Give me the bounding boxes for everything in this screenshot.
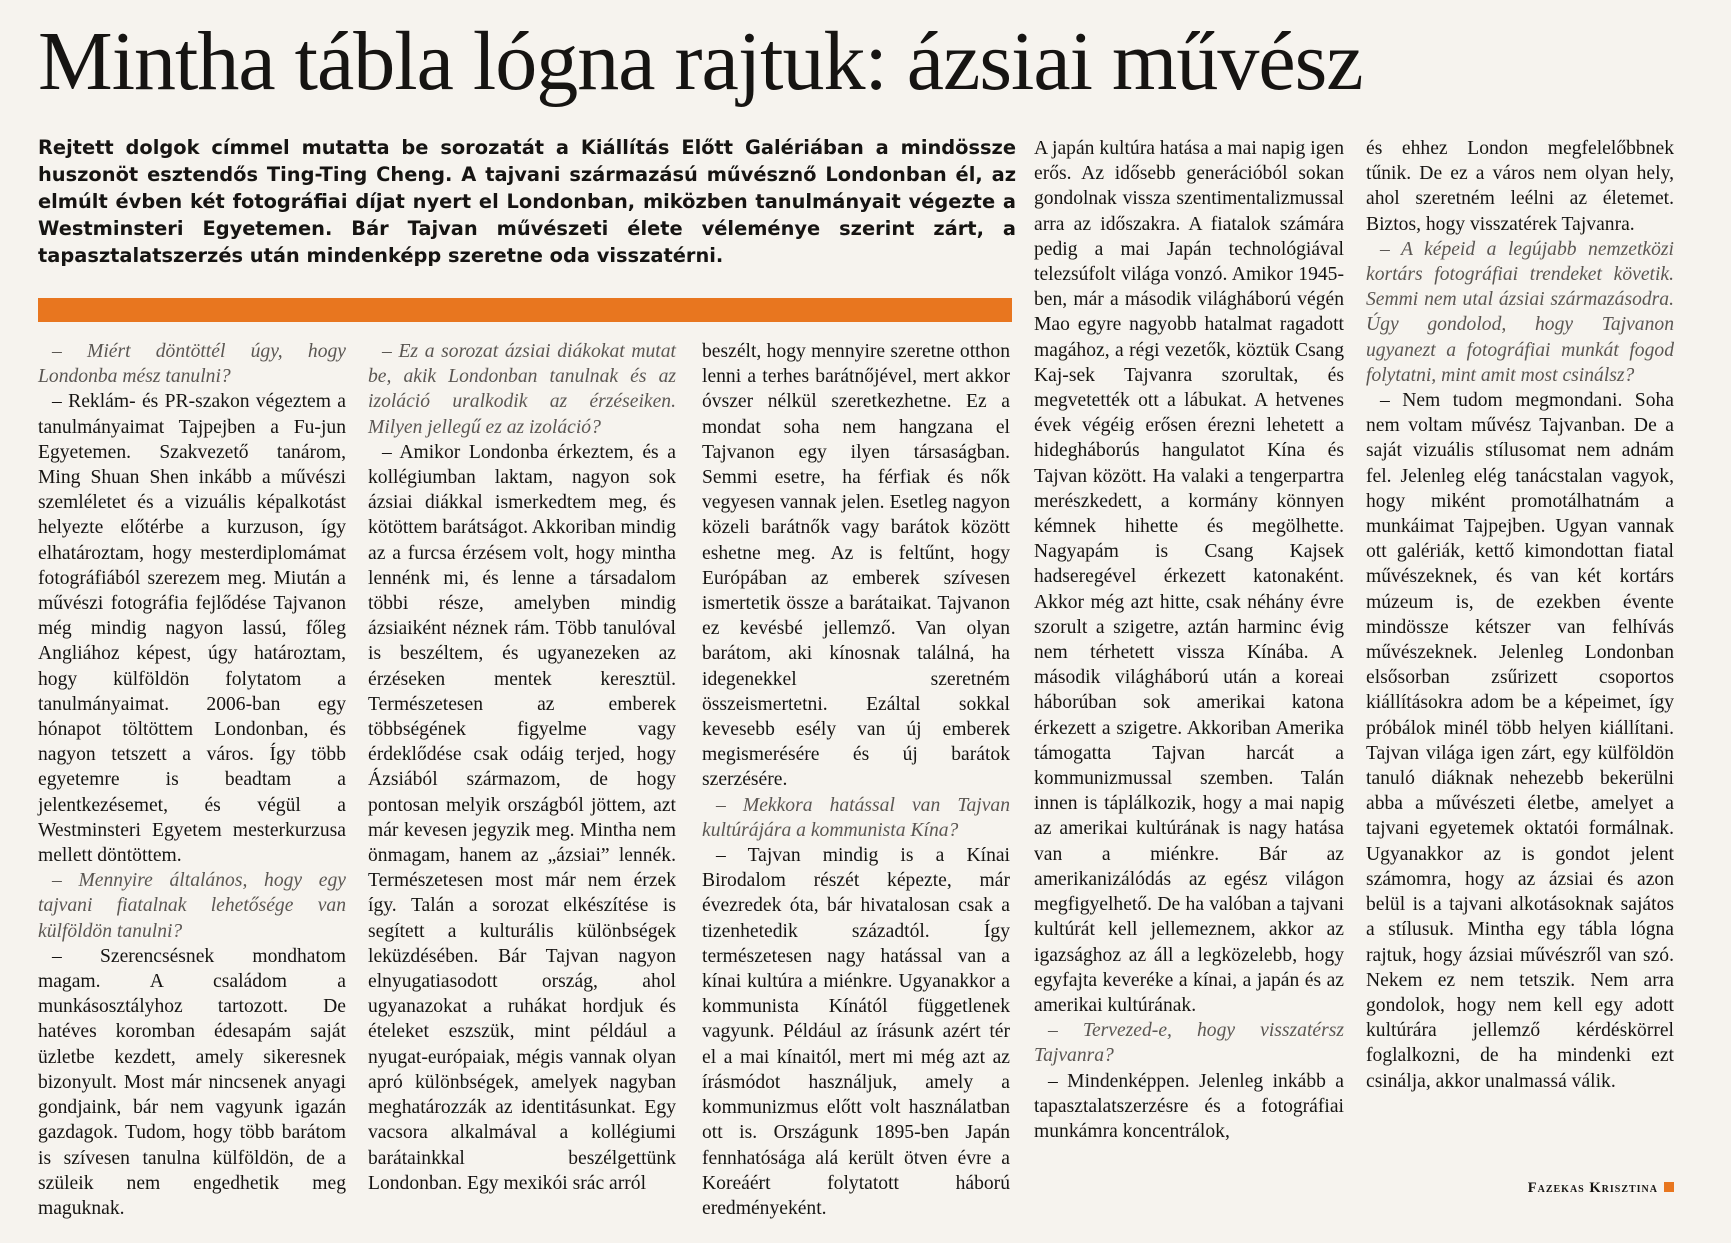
interview-answer: – Mindenképpen. Jelenleg inkább a tapasztalatszerzésre és a fotográfiai munkámra koncentrálok, [1034, 1070, 1344, 1142]
interview-answer: beszélt, hogy mennyire szeretne otthon lenni a terhes barátnőjével, mert akkor óvszer nélkül szeretkezhetne. Ez a mondat soha nem hangzana el Tajvanon egy ilyen társaságban. Semmi esetre, ha férfiak és nők vegyesen vannak jelen. Esetleg nagyon közeli barátnők vagy barátok között eshetne meg. Az is feltűnt, hogy Európában az emberek szívesen ismertetik össze a barátaikat. Tajvanon ez kevésbé jellemző. Van olyan barátom, aki kínosnak találná, ha idegenekkel szeretném összeismertetni. Ezáltal sokkal kevesebb esély van új emberek megismerésére és új barátok szerzésére. [702, 341, 1010, 791]
end-mark-square [1664, 1182, 1674, 1192]
interview-answer: és ehhez London megfelelőbbnek tűnik. De ez a város nem olyan hely, ahol szeretném leélni az életemet. Biztos, hogy visszatérek Tajvanra. [1366, 138, 1674, 235]
author-name: Fazekas Krisztina [1527, 1180, 1658, 1196]
interview-answer: – Szerencsésnek mondhatom magam. A családom a munkásosztályhoz tartozott. De hatéves koromban édesapám saját üzletbe kezdett, amely sikeresnek bizonyult. Most már nincsenek anyagi gondjaink, bár nem vagyunk igazán gazdagok. Tudom, hogy több barátom is szívesen tanulna külföldön, de a szüleik nem engedhetik meg maguknak. [38, 945, 346, 1219]
interview-question: – Tervezed-e, hogy visszatérsz Tajvanra? [1034, 1020, 1344, 1067]
interview-question: – Miért döntöttél úgy, hogy Londonba mész tanulni? [38, 341, 346, 388]
author-byline [1366, 1180, 1674, 1197]
text-column-4 [1034, 136, 1344, 1144]
interview-question: – Mekkora hatással van Tajvan kultúrájára a kommunista Kína? [702, 794, 1010, 841]
text-column-1 [38, 339, 346, 1221]
text-column-5 [1366, 136, 1674, 1094]
article-headline: Mintha tábla lógna rajtuk: ázsiai művész [38, 15, 1363, 108]
interview-question: – A képeid a legújabb nemzetközi kortárs fotográfiai trendeket követik. Semmi nem utal ázsiai származásodra. Úgy gondolod, hogy Tajvanon ugyanezt a fotográfiai munkát fogod folytatni, mint amit most csinálsz? [1366, 238, 1674, 386]
interview-answer: – Reklám- és PR-szakon végeztem a tanulmányaimat Tajpejben a Fu-jun Egyetemen. Szakvezető tanárom, Ming Shuan Shen inkább a művészi szemléletet és a vizuális képalkotást helyezte előtérbe a kurzuson, így elhatároztam, hogy mesterdiplomámat fotográfiából szerezem meg. Miután a művészi fotográfia fejlődése Tajvanon még mindig nagyon lassú, főleg Angliához képest, úgy határoztam, hogy külföldön folytatom a tanulmányaimat. 2006-ban egy hónapot töltöttem Londonban, és nagyon tetszett a város. Így több egyetemre is beadtam a jelentkezésemet, és végül a Westminsteri Egyetem mesterkurzusa mellett döntöttem. [38, 391, 346, 867]
article-lead: Rejtett dolgok címmel mutatta be sorozatát a Kiállítás Előtt Galériában a mindössze huszonöt esztendős Ting-Ting Cheng. A tajvani származású művésznő Londonban él, az elmúlt évben két fotográfiai díjat nyert el Londonban, miközben tanulmányait végezte a Westminsteri Egyetemen. Bár Tajvan művészeti élete véleménye szerint zárt, a tapasztalatszerzés után mindenképp szeretne oda visszatérni. [38, 136, 1016, 267]
interview-answer: – Nem tudom megmondani. Soha nem voltam művész Tajvanban. De a saját vizuális stílusomat nem adnám fel. Jelenleg elég tanácstalan vagyok, hogy miként promotálhatnám a munkáimat Tajpejben. Ugyan vannak ott galériák, kettő kimondottan fiatal művészeknek, és van két kortárs múzeum is, de ezekben évente mindössze kétszer van felhívás művészeknek. Jelenleg Londonban elsősorban zsűrizett csoportos kiállításokra adom be a képeimet, így próbálok minél több helyen kiállítani. Tajvan világa igen zárt, egy külföldön tanuló diáknak nehezebb bekerülni abba a művészeti életbe, amelyet a tajvani egyetemek oktatói formálnak. Ugyanakkor az is gondot jelent számomra, hogy az ázsiai és azon belül is a tajvani alkotásoknak sajátos a stílusuk. Mintha egy tábla lógna rajtuk, hogy ázsiai művészről van szó. Nekem ez nem tetszik. Nem arra gondolok, hogy nem kell egy adott kultúrára jellemző kérdéskörrel foglalkozni, de ha mindenki ezt csinálja, akkor unalmassá válik. [1366, 390, 1674, 1092]
interview-answer: – Tajvan mindig is a Kínai Birodalom részét képezte, már évezredek óta, bár hivatalosan csak a tizenhetedik századtól. Így természetesen nagy hatással van a kínai kultúra a miénkre. Ugyanakkor a kommunista Kínától függetlenek vagyunk. Például az írásunk azért tér el a mai kínaitól, mert mi még azt az írásmódot használjuk, amely a kommunizmus előtt volt használatban ott is. Országunk 1895-ben Japán fennhatósága alá került ötven évre a Koreáért folytatott háború eredményeként. [702, 845, 1010, 1219]
interview-question: – Ez a sorozat ázsiai diákokat mutat be, akik Londonban tanulnak és az izoláció uralkodik az érzéseiken. Milyen jellegű ez az izoláció? [368, 341, 676, 438]
interview-question: – Mennyire általános, hogy egy tajvani fiatalnak lehetősége van külföldön tanulni? [38, 870, 346, 942]
text-column-3 [702, 339, 1010, 1221]
interview-answer: A japán kultúra hatása a mai napig igen erős. Az idősebb generációból sokan gondolnak vissza szentimentalizmussal arra az időszakra. A fiatalok számára pedig a mai Japán technológiával telezsúfolt világa vonzó. Amikor 1945-ben, már a második világháború végén Mao egyre nagyobb hatalmat ragadott magához, a régi vezetők, köztük Csang Kaj-sek Tajvanra szorultak, és megvetették ott a lábukat. A hetvenes évek végéig erősen érezni lehetett a hidegháborús hangulatot Kína és Tajvan között. Ha valaki a tengerpartra merészkedett, a kormány könnyen kémnek hihette és megölhette. Nagyapám is Csang Kajsek hadseregével érkezett katonaként. Akkor még azt hitte, csak néhány évre szorult a szigetre, aztán harminc évig nem térhetett vissza Kínába. A második világháború után a koreai háborúban sok amerikai katona érkezett a szigetre. Akkoriban Amerika támogatta Tajvan harcát a kommunizmussal szemben. Talán innen is táplálkozik, hogy a mai napig az amerikai kultúrának is nagy hatása van a miénkre. Bár az amerikanizálódás az egész világon megfigyelhető. De ha valóban a tajvani kultúrát kell jellemeznem, akkor az igazsághoz az áll a legközelebb, hogy egyfajta keveréke a kínai, a japán és az amerikai kultúrának. [1034, 138, 1344, 1016]
interview-answer: – Amikor Londonba érkeztem, és a kollégiumban laktam, nagyon sok ázsiai diákkal ismerkedtem meg, és kötöttem barátságot. Akkoriban mindig az a furcsa érzésem volt, hogy mintha lennénk mi, és lenne a társadalom többi része, amelyben mindig ázsiaiként néznek rám. Több tanulóval is beszéltem, és ugyanezeken az érzéseken mentek keresztül. Természetesen az emberek többségének figyelme vagy érdeklődése csak odáig terjed, hogy Ázsiából származom, de hogy pontosan melyik országból jöttem, azt már kevesen jegyzik meg. Mintha nem önmagam, hanem az „ázsiai” lennék. Természetesen most már nem érzek így. Talán a sorozat elkészítése is segített a kulturális különbségek leküzdésében. Bár Tajvan nagyon elnyugatiasodott ország, ahol ugyanazokat a ruhákat hordjuk és ételeket eszszük, mint például a nyugat-európaiak, mégis vannak olyan apró különbségek, amelyek nagyban meghatározzák az identitásunkat. Egy vacsora alkalmával a kollégiumi barátainkkal beszélgettünk Londonban. Egy mexikói srác arról [368, 441, 677, 1194]
accent-bar [38, 298, 1012, 322]
text-column-2 [368, 339, 676, 1196]
